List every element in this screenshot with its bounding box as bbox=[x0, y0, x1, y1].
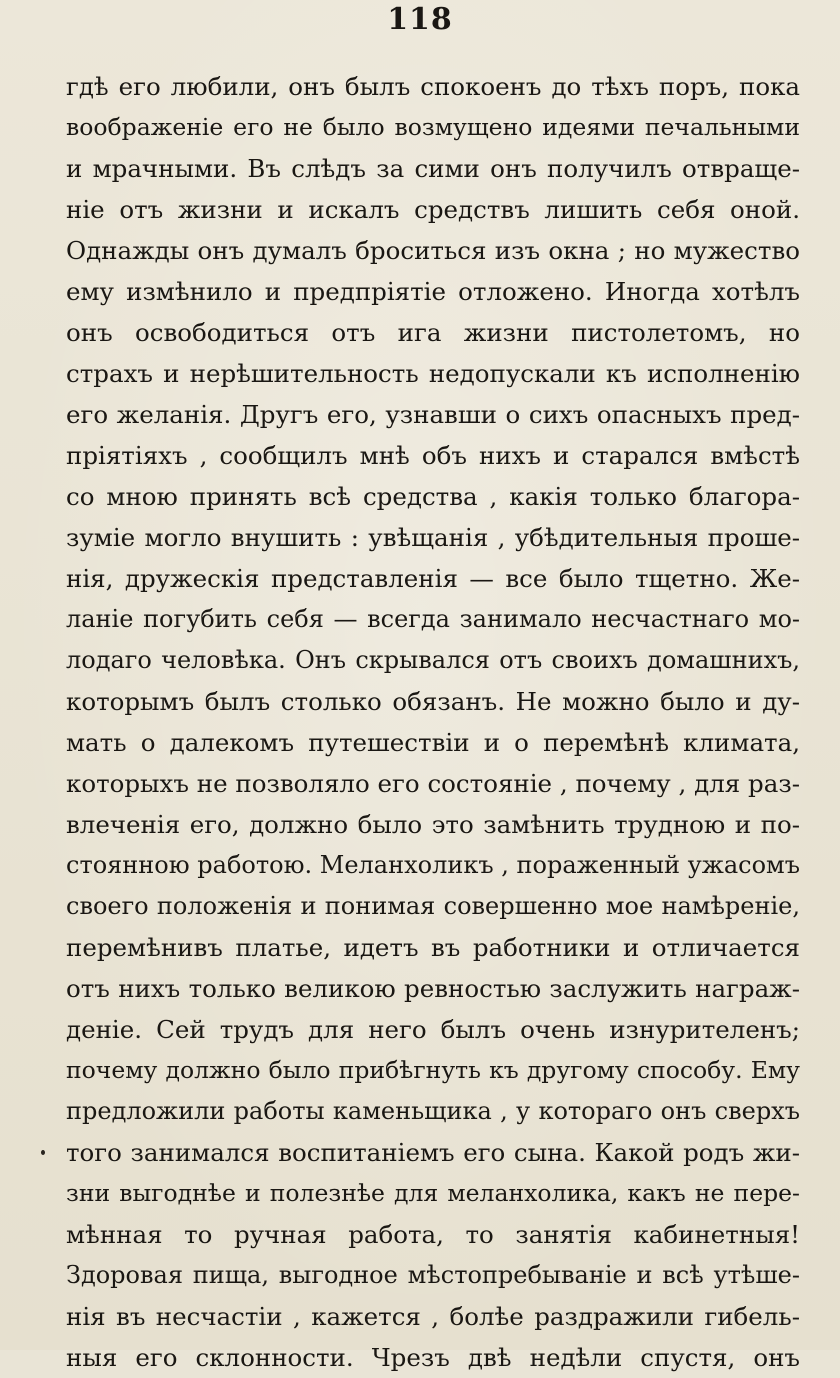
text-line: воображеніе его не было возмущено идеями печальными bbox=[66, 113, 800, 141]
text-line: страхъ и нерѣшительность недопускали къ исполненію bbox=[66, 359, 800, 388]
text-line: которымъ былъ столько обязанъ. Не можно было и ду- bbox=[66, 687, 800, 716]
text-line: нія въ несчастіи , кажется , болѣе раздражили гибель- bbox=[66, 1302, 800, 1331]
text-line: ныя его склонности. Чрезъ двѣ недѣли спустя, онъ bbox=[66, 1343, 800, 1372]
text-line: отъ нихъ только великою ревностью заслужить награж- bbox=[66, 974, 800, 1003]
text-line: зуміе могло внушить : увѣщанія , убѣдительныя проше- bbox=[66, 523, 800, 552]
text-line: которыхъ не позволяло его состояніе , почему , для раз- bbox=[66, 769, 800, 798]
text-line: деніе. Сей трудъ для него былъ очень изнурителенъ; bbox=[66, 1015, 800, 1044]
text-line: зни выгоднѣе и полезнѣе для меланхолика, какъ не пере- bbox=[66, 1179, 800, 1207]
text-line: нія, дружескія представленія — все было тщетно. Же- bbox=[66, 564, 800, 593]
text-line: ніе отъ жизни и искалъ средствъ лишить себя оной. bbox=[66, 195, 800, 224]
text-line: гдѣ его любили, онъ былъ спокоенъ до тѣхъ поръ, пока bbox=[66, 72, 800, 101]
text-line: ланіе погубить себя — всегда занимало несчастнаго мо- bbox=[66, 605, 800, 633]
text-line: Здоровая пища, выгодное мѣстопребываніе и всѣ утѣше- bbox=[66, 1261, 800, 1289]
text-line: того занимался воспитаніемъ его сына. Какой родъ жи- bbox=[66, 1138, 800, 1167]
text-line: со мною принять всѣ средства , какія только благора- bbox=[66, 482, 800, 511]
text-line: влеченія его, должно было это замѣнить трудною и по- bbox=[66, 810, 800, 839]
ink-speck bbox=[41, 1150, 45, 1155]
text-line: стоянною работою. Меланхоликъ , пораженный ужасомъ bbox=[66, 851, 800, 879]
text-line: Однажды онъ думалъ броситься изъ окна ; но мужество bbox=[66, 236, 800, 265]
text-line: своего положенія и понимая совершенно мое намѣреніе, bbox=[66, 892, 800, 920]
text-line: ему измѣнило и предпріятіе отложено. Иногда хотѣлъ bbox=[66, 277, 800, 306]
text-line: онъ освободиться отъ ига жизни пистолетомъ, но bbox=[66, 318, 800, 347]
text-body bbox=[66, 66, 800, 1378]
text-line: лодаго человѣка. Онъ скрывался отъ своихъ домашнихъ, bbox=[66, 646, 800, 674]
text-line: его желанія. Другъ его, узнавши о сихъ опасныхъ пред- bbox=[66, 400, 800, 429]
text-line: пріятіяхъ , сообщилъ мнѣ объ нихъ и старался вмѣстѣ bbox=[66, 441, 800, 470]
text-line: мать о далекомъ путешествіи и о перемѣнѣ климата, bbox=[66, 728, 800, 757]
text-line: и мрачными. Въ слѣдъ за сими онъ получилъ отвраще- bbox=[66, 154, 800, 183]
text-line: предложили работы каменьщика , у котораго онъ сверхъ bbox=[66, 1097, 800, 1125]
text-line: перемѣнивъ платье, идетъ въ работники и отличается bbox=[66, 933, 800, 962]
page-number: 118 bbox=[387, 2, 453, 37]
text-line: мѣнная то ручная работа, то занятія кабинетныя! bbox=[66, 1220, 800, 1249]
text-line: почему должно было прибѣгнуть къ другому способу. Ему bbox=[66, 1056, 800, 1084]
